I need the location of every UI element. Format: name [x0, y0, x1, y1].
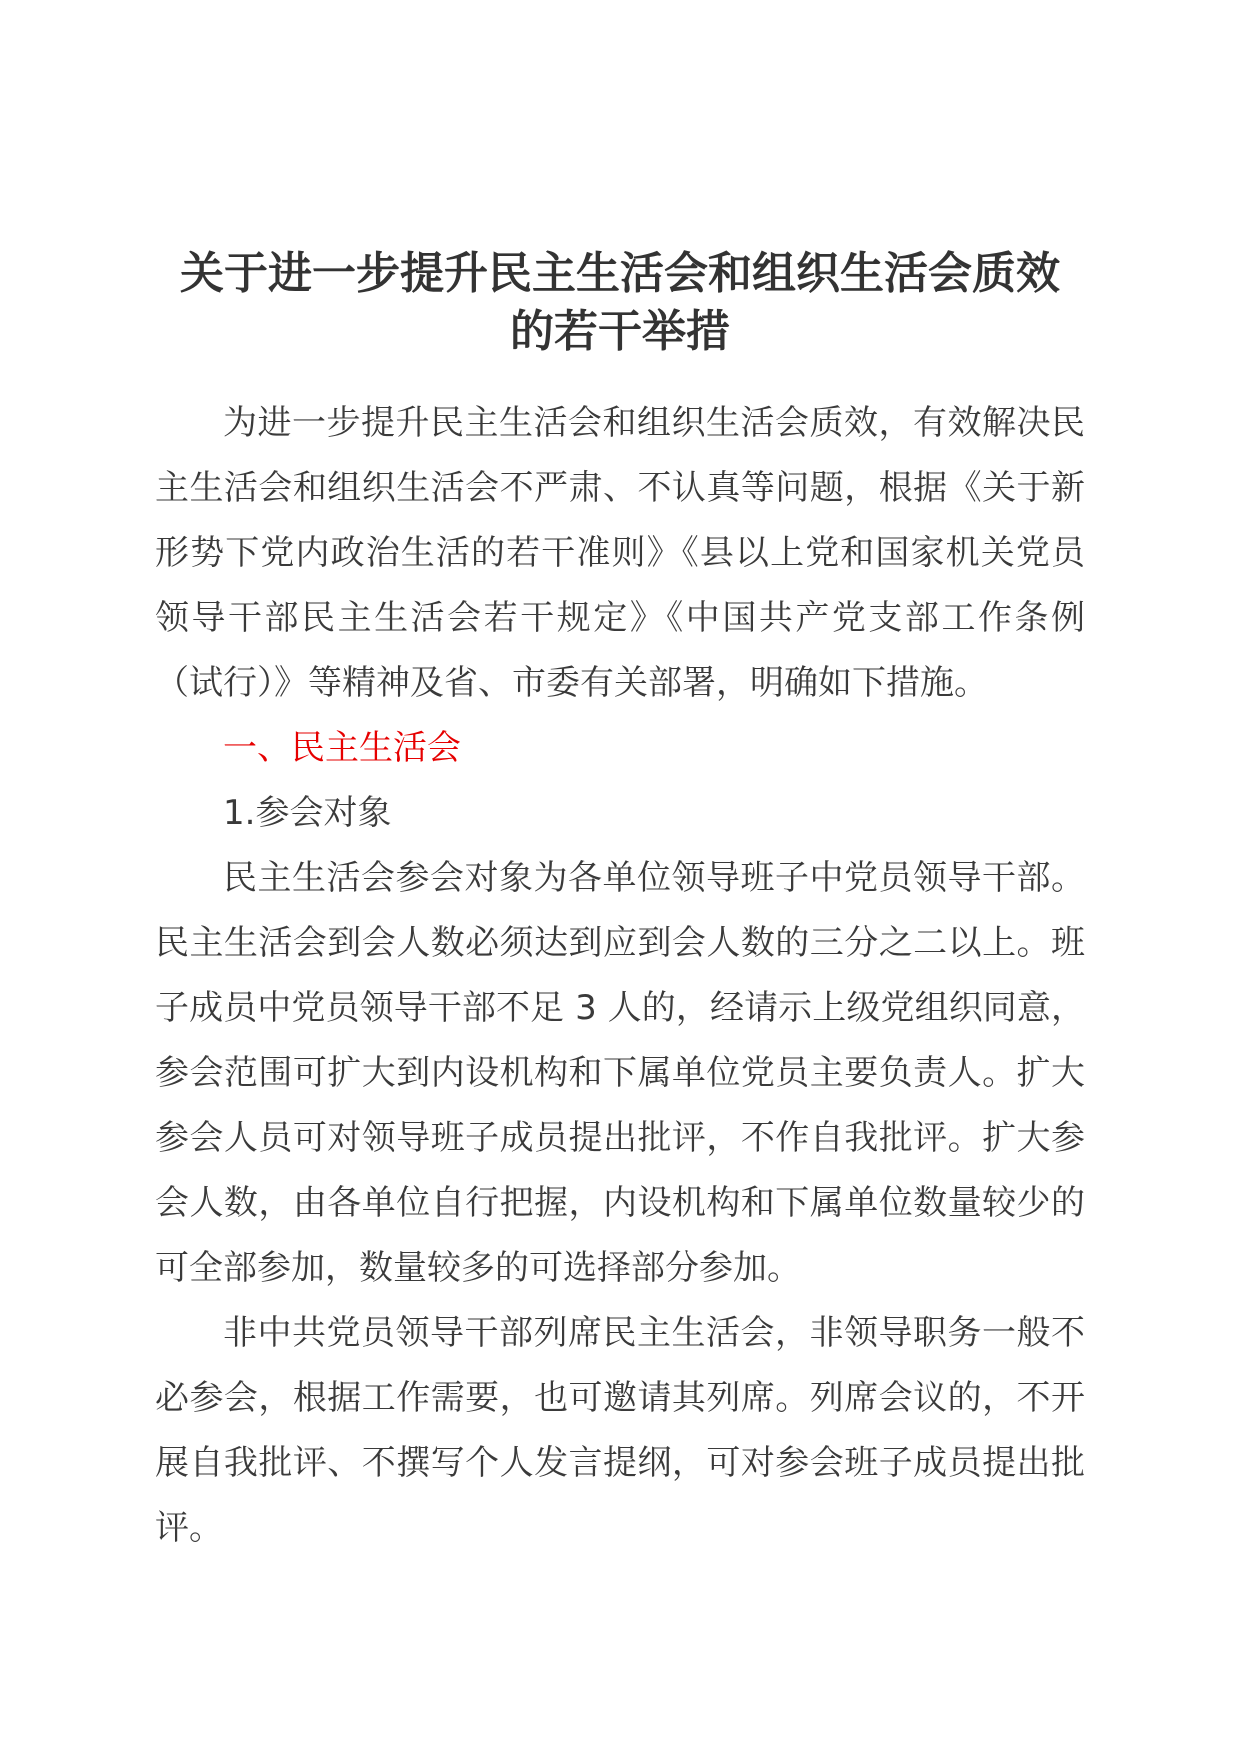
intro-paragraph: 为进一步提升民主生活会和组织生活会质效，有效解决民主生活会和组织生活会不严肃、不认真等问题，根据《关于新形势下党内政治生活的若干准则》《县以上党和国家机关党员领导干部民主生活会若干规定》《中国共产党支部工作条例（试行）》等精神及省、市委有关部署，明确如下措施。: [155, 403, 1085, 703]
title-line-2: 的若干举措: [510, 306, 730, 357]
document-body: [155, 391, 1085, 1561]
section-heading: 一、民主生活会: [223, 728, 461, 768]
document-page: [155, 245, 1085, 1561]
body-paragraph: 非中共党员领导干部列席民主生活会，非领导职务一般不必参会，根据工作需要，也可邀请其列席。列席会议的，不开展自我批评、不撰写个人发言提纲，可对参会班子成员提出批评。: [155, 1313, 1085, 1548]
subsection-heading: 1.参会对象: [223, 793, 392, 833]
document-title: [155, 245, 1085, 361]
body-paragraph: 民主生活会参会对象为各单位领导班子中党员领导干部。民主生活会到会人数必须达到应到会人数的三分之二以上。班子成员中党员领导干部不足 3 人的，经请示上级党组织同意，参会范围可扩大到内设机构和下属单位党员主要负责人。扩大参会人员可对领导班子成员提出批评，不作自我批评。扩大参会人数，由各单位自行把握，内设机构和下属单位数量较少的可全部参加，数量较多的可选择部分参加。: [155, 858, 1085, 1288]
title-line-1: 关于进一步提升民主生活会和组织生活会质效: [180, 248, 1060, 299]
